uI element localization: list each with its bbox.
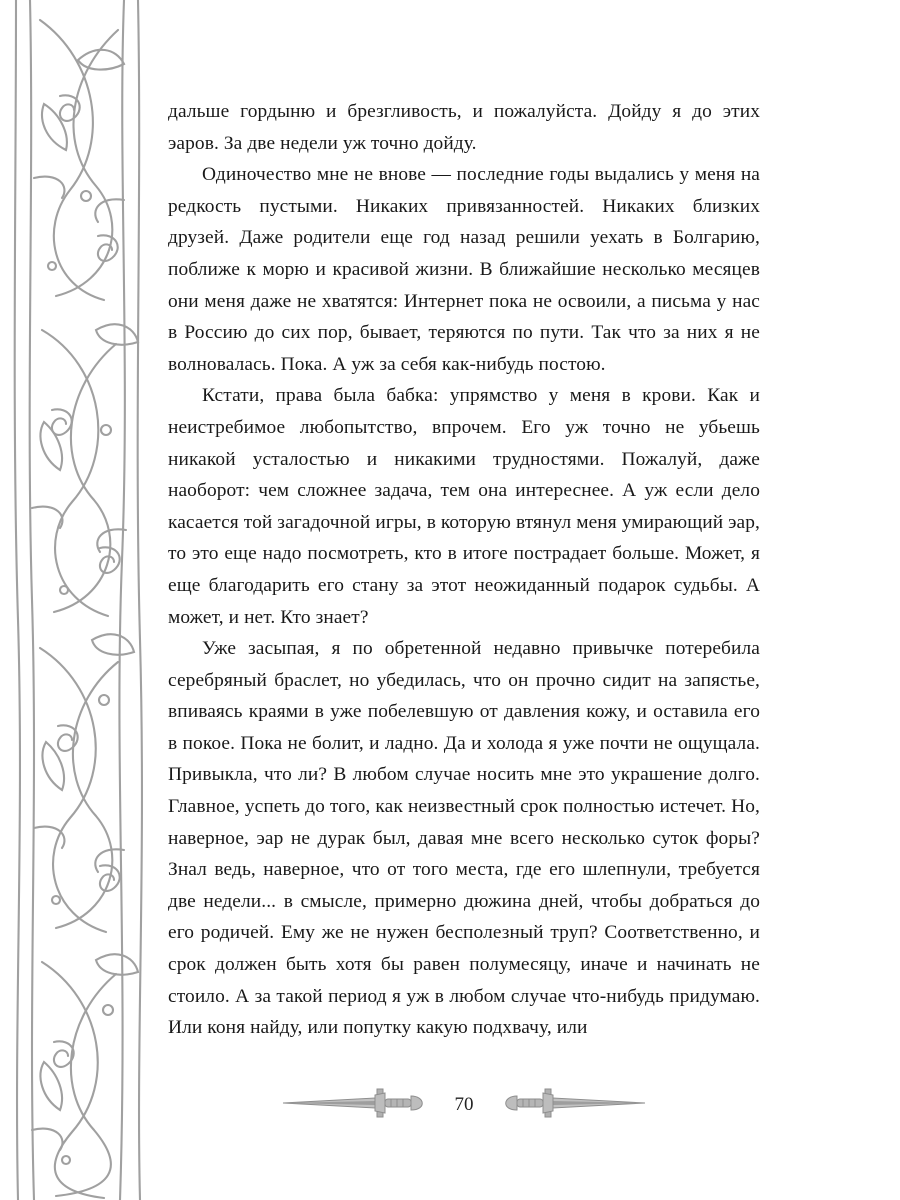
paragraph: дальше гордыню и брезгливость, и пожалуйста. Дойду я до этих эаров. За две недели уж точно дойду.	[168, 101, 760, 154]
page-footer	[168, 1082, 760, 1128]
paragraph: Уже засыпая, я по обретенной недавно привычке потеребила серебряный браслет, но убедилась, что он прочно сидит на запястье, впиваясь краями в уже побелевшую от давления кожу, и оставила его в покое. Пока не болит, и ладно. Да и холода я уже почти не ощущала. Привыкла, что ли? В любом случае носить мне это украшение долго. Главное, успеть до того, как неизвестный срок полностью истечет. Но, наверное, эар не дурак был, давая мне всего несколько суток форы? Знал ведь, наверное, что от того места, где его шлепнули, требуется две недели... в смысле, примерно дюжина дней, чтобы добраться до его родичей. Ему же не нужен бесполезный труп? Соответственно, и срок должен быть хотя бы равен полумесяцу, иначе и начинать не стоило. А за такой период я уж в любом случае что-нибудь придумаю. Или коня найду, или попутку какую подхвачу, или	[168, 638, 760, 1039]
sword-ornament-left	[279, 1083, 429, 1128]
body-text-column	[168, 96, 760, 1044]
floral-scroll-ornament	[0, 0, 150, 1200]
paragraph: Одиночество мне не внове — последние годы выдались у меня на редкость пустыми. Никаких привязанностей. Никаких близких друзей. Даже родители еще год назад решили уехать в Болгарию, поближе к морю и красивой жизни. В ближайшие несколько месяцев они меня даже не хватятся: Интернет пока не освоили, а письма у нас в Россию до сих пор, бывает, теряются по пути. Так что за них я не волновалась. Пока. А уж за себя как-нибудь постою.	[168, 164, 760, 375]
paragraph: Кстати, права была бабка: упрямство у меня в крови. Как и неистребимое любопытство, впрочем. Его уж точно не убьешь никакой усталостью и никакими трудностями. Пожалуй, даже наоборот: чем сложнее задача, тем она интереснее. А уж если дело касается той загадочной игры, в которую втянул меня умирающий эар, то это еще надо посмотреть, кто в итоге пострадает больше. Может, я еще благодарить его стану за этот неожиданный подарок судьбы. А может, и нет. Кто знает?	[168, 385, 761, 628]
sword-ornament-right	[499, 1083, 649, 1128]
page-number: 70	[454, 1094, 474, 1115]
